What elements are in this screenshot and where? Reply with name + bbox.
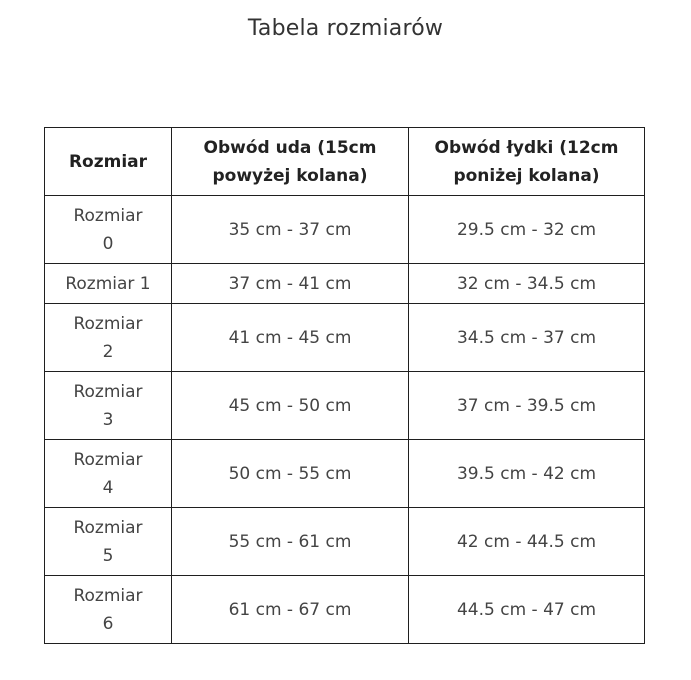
header-size: Rozmiar	[45, 128, 172, 196]
header-thigh-circumference: Obwód uda (15cm powyżej kolana)	[172, 128, 409, 196]
calf-cell: 37 cm - 39.5 cm	[409, 372, 645, 440]
thigh-cell: 41 cm - 45 cm	[172, 304, 409, 372]
calf-cell: 32 cm - 34.5 cm	[409, 264, 645, 304]
table-row	[45, 304, 645, 372]
size-cell: Rozmiar 2	[45, 304, 172, 372]
size-cell: Rozmiar 1	[45, 264, 172, 304]
thigh-cell: 61 cm - 67 cm	[172, 576, 409, 644]
table-row	[45, 372, 645, 440]
size-cell: Rozmiar 3	[45, 372, 172, 440]
header-calf-circumference: Obwód łydki (12cm poniżej kolana)	[409, 128, 645, 196]
thigh-cell: 35 cm - 37 cm	[172, 196, 409, 264]
calf-cell: 29.5 cm - 32 cm	[409, 196, 645, 264]
thigh-cell: 45 cm - 50 cm	[172, 372, 409, 440]
size-cell: Rozmiar 0	[45, 196, 172, 264]
calf-cell: 34.5 cm - 37 cm	[409, 304, 645, 372]
table-row	[45, 196, 645, 264]
table-body	[45, 196, 645, 644]
size-table	[44, 127, 645, 644]
thigh-cell: 50 cm - 55 cm	[172, 440, 409, 508]
thigh-cell: 37 cm - 41 cm	[172, 264, 409, 304]
calf-cell: 44.5 cm - 47 cm	[409, 576, 645, 644]
calf-cell: 39.5 cm - 42 cm	[409, 440, 645, 508]
thigh-cell: 55 cm - 61 cm	[172, 508, 409, 576]
size-cell: Rozmiar 5	[45, 508, 172, 576]
size-cell: Rozmiar 4	[45, 440, 172, 508]
table-row	[45, 508, 645, 576]
table-row	[45, 264, 645, 304]
size-cell: Rozmiar 6	[45, 576, 172, 644]
calf-cell: 42 cm - 44.5 cm	[409, 508, 645, 576]
table-header	[45, 128, 645, 196]
table-row	[45, 576, 645, 644]
page-title: Tabela rozmiarów	[247, 16, 444, 41]
table-row	[45, 440, 645, 508]
header-row	[45, 128, 645, 196]
